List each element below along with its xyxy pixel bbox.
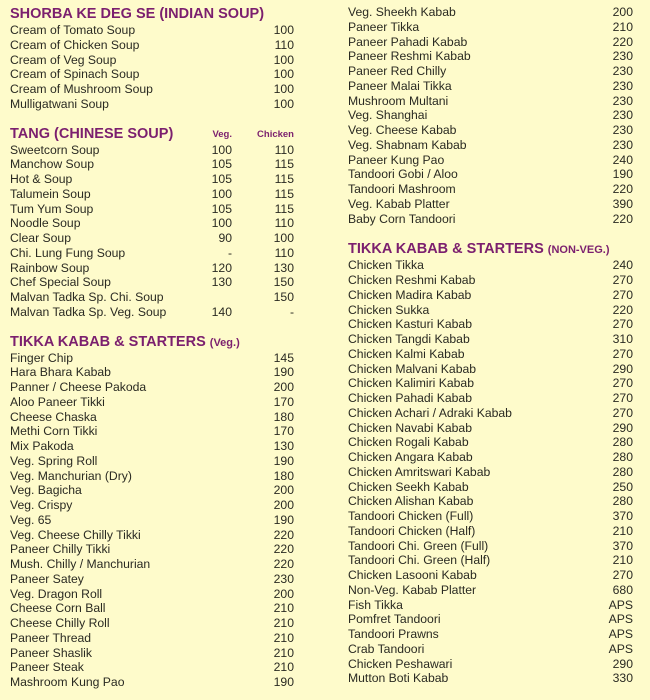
menu-item <box>10 601 294 616</box>
menu-item <box>10 305 294 320</box>
menu-item <box>10 395 294 410</box>
menu-item-name: Paneer Tikka <box>348 19 420 34</box>
menu-item <box>348 583 633 598</box>
veg-starters-list <box>10 351 294 690</box>
menu-item-name: Chicken Rogali Kabab <box>348 435 469 450</box>
section-title-suffix: (Veg.) <box>209 336 240 349</box>
menu-item-price-veg: 130 <box>211 275 232 290</box>
menu-item <box>348 627 633 642</box>
menu-item-name: Tandoori Mashroom <box>348 182 456 196</box>
menu-item-price: 210 <box>273 601 294 616</box>
menu-item <box>348 212 633 227</box>
menu-item-price: 280 <box>612 494 633 509</box>
menu-item-name: Non-Veg. Kabab Platter <box>348 582 477 597</box>
menu-item <box>348 509 633 524</box>
menu-item-price: 210 <box>273 645 294 660</box>
menu-item-price: 230 <box>612 49 633 64</box>
menu-item-price-chicken: 110 <box>274 245 294 260</box>
menu-item-price: 190 <box>273 453 294 468</box>
menu-item-price: 100 <box>273 82 294 96</box>
menu-item <box>10 23 294 38</box>
menu-item-name: Paneer Kung Pao <box>348 152 445 167</box>
menu-item-name: Chi. Lung Fung Soup <box>10 245 126 260</box>
menu-item-name: Noodle Soup <box>10 216 81 231</box>
menu-item-name: Chicken Kalmi Kabab <box>348 346 465 361</box>
menu-item-price-chicken: 150 <box>273 275 294 290</box>
left-column <box>10 5 294 690</box>
menu-item-name: Mush. Chilly / Manchurian <box>10 557 151 571</box>
menu-item-name: Veg. Spring Roll <box>10 453 98 468</box>
menu-item-name: Veg. Cheese Kabab <box>348 123 457 137</box>
menu-item <box>10 380 294 395</box>
menu-item-price: 240 <box>612 258 633 273</box>
menu-item <box>348 108 633 123</box>
menu-item <box>348 258 633 273</box>
menu-item <box>10 469 294 484</box>
menu-item-price: 145 <box>273 350 294 365</box>
menu-item <box>348 49 633 64</box>
menu-item <box>10 202 294 217</box>
menu-item <box>348 64 633 79</box>
menu-item-price-veg: 120 <box>211 260 232 275</box>
menu-item <box>348 376 633 391</box>
menu-item-price: 230 <box>612 108 633 123</box>
menu-item-name: Chicken Reshmi Kabab <box>348 273 476 287</box>
menu-item <box>10 513 294 528</box>
menu-item-price: 190 <box>273 675 294 689</box>
menu-item-price: 270 <box>612 376 633 391</box>
menu-item-price: 230 <box>612 93 633 108</box>
menu-item-name: Tum Yum Soup <box>10 201 94 216</box>
menu-item-name: Mulligatwani Soup <box>10 96 109 111</box>
menu-item-name: Chicken Malvani Kabab <box>348 361 477 376</box>
menu-item-price: 270 <box>612 287 633 302</box>
menu-item-price: 370 <box>612 509 633 523</box>
section-title-indian-soup <box>10 5 294 23</box>
menu-item-price-chicken: 110 <box>274 142 294 157</box>
menu-item <box>10 216 294 231</box>
menu-item-price: 390 <box>612 196 633 211</box>
menu-item <box>10 82 294 97</box>
menu-item-price-veg: - <box>227 245 232 260</box>
menu-item-price: 220 <box>273 542 294 557</box>
menu-item-name: Cream of Spinach Soup <box>10 67 140 82</box>
menu-item-price: 210 <box>612 523 633 538</box>
menu-item-name: Paneer Thread <box>10 630 92 645</box>
menu-item-price: 220 <box>612 302 633 317</box>
menu-item-price: 230 <box>612 137 633 152</box>
menu-item <box>348 167 633 182</box>
menu-item-name: Paneer Pahadi Kabab <box>348 34 468 49</box>
menu-item <box>10 587 294 602</box>
section-title-nonveg-starters <box>348 240 633 258</box>
menu-item <box>10 616 294 631</box>
menu-item-price: 200 <box>273 380 294 394</box>
menu-item-price: 180 <box>273 409 294 424</box>
menu-item <box>348 553 633 568</box>
menu-item-price: 290 <box>612 656 633 671</box>
menu-item-name: Cream of Mushroom Soup <box>10 82 153 96</box>
menu-item-price-chicken: 100 <box>273 231 294 245</box>
menu-item <box>10 410 294 425</box>
menu-item-name: Crab Tandoori <box>348 641 425 656</box>
menu-item-price-chicken: 115 <box>274 201 294 216</box>
menu-item-price: 330 <box>612 671 633 686</box>
indian-soup-list <box>10 23 294 112</box>
menu-item-name: Tandoori Prawns <box>348 627 439 641</box>
menu-item <box>10 351 294 366</box>
menu-item-price: 280 <box>612 435 633 450</box>
menu-item-name: Methi Corn Tikki <box>10 424 98 439</box>
menu-item-price: 680 <box>612 582 633 597</box>
veg-starters-continued-list <box>348 5 633 226</box>
menu-item-name: Chicken Madira Kabab <box>348 287 472 302</box>
menu-item-name: Veg. Crispy <box>10 498 73 512</box>
menu-item <box>348 20 633 35</box>
section-title-chinese-soup <box>10 125 294 143</box>
menu-item-name: Finger Chip <box>10 350 73 365</box>
menu-item <box>348 362 633 377</box>
menu-item-name: Veg. Bagicha <box>10 483 82 498</box>
menu-item-name: Veg. Shanghai <box>348 108 428 123</box>
menu-item-name: Veg. Manchurian (Dry) <box>10 468 132 483</box>
menu-item <box>348 524 633 539</box>
chinese-soup-list <box>10 143 294 320</box>
menu-item-price: 220 <box>612 182 633 196</box>
menu-item-name: Malvan Tadka Sp. Chi. Soup <box>10 290 164 304</box>
menu-item <box>10 528 294 543</box>
menu-item-name: Paneer Satey <box>10 571 84 586</box>
menu-item-name: Veg. Cheese Chilly Tikki <box>10 527 141 542</box>
menu-item-name: Paneer Chilly Tikki <box>10 542 111 557</box>
menu-item-name: Chef Special Soup <box>10 275 111 290</box>
menu-item-price: 210 <box>273 616 294 630</box>
menu-item-name: Manchow Soup <box>10 157 95 172</box>
menu-item-price: 210 <box>273 660 294 675</box>
menu-item-name: Tandoori Gobi / Aloo <box>348 167 458 182</box>
menu-item <box>10 97 294 112</box>
menu-item-price-chicken: 130 <box>273 260 294 275</box>
menu-item <box>10 557 294 572</box>
menu-item-name: Chicken Angara Kabab <box>348 450 473 464</box>
menu-item-price: 290 <box>612 361 633 376</box>
menu-item-name: Cream of Tomato Soup <box>10 23 136 37</box>
menu-item-name: Talumein Soup <box>10 186 91 201</box>
menu-item-price-chicken: 115 <box>274 186 294 201</box>
menu-item-name: Tandoori Chicken (Half) <box>348 523 476 538</box>
menu-item-price: 230 <box>612 64 633 78</box>
menu-item-name: Tandoori Chicken (Full) <box>348 509 474 523</box>
menu-item-name: Chicken Achari / Adraki Kabab <box>348 405 512 420</box>
menu-item-name: Mix Pakoda <box>10 439 74 453</box>
menu-item-name: Paneer Reshmi Kabab <box>348 49 471 64</box>
menu-item <box>348 406 633 421</box>
menu-item-price-chicken: 115 <box>274 157 294 172</box>
menu-item-price: 200 <box>612 5 633 19</box>
menu-item-price: APS <box>608 597 633 612</box>
menu-item-price: 220 <box>612 211 633 226</box>
menu-item-name: Panner / Cheese Pakoda <box>10 380 147 394</box>
menu-item <box>10 675 294 690</box>
menu-item-price: 270 <box>612 317 633 332</box>
menu-item <box>348 317 633 332</box>
menu-item-price: 190 <box>612 167 633 182</box>
menu-item-price: 250 <box>612 479 633 494</box>
menu-item-price: 220 <box>273 557 294 571</box>
menu-item-price-veg: 140 <box>211 304 232 319</box>
menu-item-price: 200 <box>273 498 294 512</box>
menu-item <box>348 421 633 436</box>
menu-item-name: Chicken Pahadi Kabab <box>348 391 472 405</box>
menu-item-name: Fish Tikka <box>348 597 403 612</box>
menu-item <box>348 35 633 50</box>
menu-item-name: Chicken Sukka <box>348 302 430 317</box>
menu-item-price-chicken: 115 <box>274 172 294 186</box>
menu-item <box>10 365 294 380</box>
menu-item <box>348 450 633 465</box>
menu-item-price: 190 <box>273 512 294 527</box>
menu-item <box>348 465 633 480</box>
menu-item-name: Chicken Peshawari <box>348 656 453 671</box>
menu-item <box>348 671 633 686</box>
menu-item-price-chicken: 150 <box>273 290 294 304</box>
menu-item <box>10 261 294 276</box>
menu-item-name: Veg. Sheekh Kabab <box>348 5 456 19</box>
menu-item-price-veg: 105 <box>211 201 232 216</box>
menu-item-name: Cream of Chicken Soup <box>10 37 140 52</box>
column-header-chicken: Chicken <box>257 128 294 140</box>
menu-item-price: 130 <box>273 439 294 453</box>
menu-item-name: Mutton Boti Kabab <box>348 671 449 686</box>
menu-item-name: Tandoori Chi. Green (Full) <box>348 538 489 553</box>
menu-item-price-veg: 100 <box>211 142 232 157</box>
menu-item-name: Cheese Corn Ball <box>10 601 106 616</box>
section-title-text: TANG (CHINESE SOUP) <box>10 125 174 142</box>
menu-item <box>348 288 633 303</box>
menu-item <box>10 53 294 68</box>
menu-item-price: APS <box>608 612 633 627</box>
menu-item <box>10 246 294 261</box>
menu-item <box>10 290 294 305</box>
menu-item-price: 270 <box>612 273 633 287</box>
menu-item-price: 180 <box>273 468 294 483</box>
menu-item-name: Baby Corn Tandoori <box>348 211 456 226</box>
menu-item-name: Tandoori Chi. Green (Half) <box>348 553 491 568</box>
menu-item-name: Veg. Dragon Roll <box>10 586 103 601</box>
menu-item-name: Chicken Kasturi Kabab <box>348 317 472 332</box>
menu-item <box>348 123 633 138</box>
menu-item <box>10 483 294 498</box>
menu-item <box>10 498 294 513</box>
menu-item <box>10 143 294 158</box>
menu-item <box>348 539 633 554</box>
menu-item <box>348 435 633 450</box>
menu-item-name: Chicken Tikka <box>348 258 424 273</box>
menu-item <box>348 273 633 288</box>
menu-item-price: APS <box>608 627 633 641</box>
menu-item <box>348 391 633 406</box>
menu-item <box>348 153 633 168</box>
menu-item <box>10 424 294 439</box>
menu-item-price: 290 <box>612 420 633 435</box>
menu-item-price: 210 <box>612 553 633 568</box>
menu-item-name: Cheese Chaska <box>10 409 97 424</box>
menu-item <box>10 231 294 246</box>
menu-item-price-chicken: 110 <box>274 216 294 231</box>
menu-item-price-veg: 90 <box>218 231 232 245</box>
menu-item-price: 100 <box>273 96 294 111</box>
menu-item-price: 110 <box>274 37 294 52</box>
menu-item-price: 280 <box>612 464 633 479</box>
menu-item-price: 210 <box>612 19 633 34</box>
menu-item-price: 220 <box>273 527 294 542</box>
section-title-text: TIKKA KABAB & STARTERS <box>10 333 206 350</box>
menu-item <box>348 182 633 197</box>
menu-item-price: 370 <box>612 538 633 553</box>
menu-item-price: 220 <box>612 34 633 49</box>
menu-item <box>10 660 294 675</box>
menu-item-name: Chicken Amritswari Kabab <box>348 464 491 479</box>
menu-item-price: 270 <box>612 346 633 361</box>
menu-item-name: Clear Soup <box>10 231 71 245</box>
menu-item-price: 230 <box>612 78 633 93</box>
menu-item-name: Mashroom Kung Pao <box>10 675 125 689</box>
menu-item-name: Veg. Shabnam Kabab <box>348 137 467 152</box>
menu-item-name: Chicken Navabi Kabab <box>348 420 472 435</box>
menu-item-price-veg: 105 <box>211 157 232 172</box>
menu-item-name: Chicken Lasooni Kabab <box>348 568 477 582</box>
menu-item <box>10 542 294 557</box>
menu-item <box>348 568 633 583</box>
menu-item-name: Aloo Paneer Tikki <box>10 394 105 409</box>
menu-item-price: 230 <box>612 123 633 137</box>
menu-item <box>348 79 633 94</box>
menu-item-name: Malvan Tadka Sp. Veg. Soup <box>10 304 167 319</box>
menu-item-price: 270 <box>612 391 633 405</box>
menu-item-price: 100 <box>273 67 294 82</box>
menu-item-price-veg: 100 <box>211 216 232 231</box>
menu-item-name: Veg. 65 <box>10 512 52 527</box>
right-column <box>348 5 633 686</box>
menu-item <box>348 332 633 347</box>
menu-item-name: Hara Bhara Kabab <box>10 365 111 380</box>
menu-item-name: Chicken Seekh Kabab <box>348 479 469 494</box>
menu-item <box>10 631 294 646</box>
section-title-text: SHORBA KE DEG SE (INDIAN SOUP) <box>10 6 265 22</box>
menu-item-price: 100 <box>273 52 294 67</box>
menu-item <box>348 598 633 613</box>
menu-item-name: Chicken Kalimiri Kabab <box>348 376 474 391</box>
menu-item <box>10 439 294 454</box>
menu-item-name: Sweetcorn Soup <box>10 142 100 157</box>
menu-item <box>348 494 633 509</box>
menu-item <box>348 5 633 20</box>
menu-item-name: Chicken Alishan Kabab <box>348 494 474 509</box>
menu-item <box>10 38 294 53</box>
menu-item-price-chicken: - <box>289 304 294 319</box>
menu-item-price: 200 <box>273 586 294 601</box>
menu-item <box>10 172 294 187</box>
section-title-veg-starters <box>10 333 294 351</box>
menu-item <box>348 138 633 153</box>
menu-item-price: 240 <box>612 152 633 167</box>
menu-item <box>10 646 294 661</box>
menu-item <box>348 612 633 627</box>
column-header-veg: Veg. <box>212 128 232 140</box>
menu-item-price-veg: 105 <box>211 172 232 186</box>
menu-item-name: Chicken Tangdi Kabab <box>348 332 470 346</box>
menu-item-price: 100 <box>273 23 294 37</box>
menu-item-price: 170 <box>273 394 294 409</box>
menu-item-name: Veg. Kabab Platter <box>348 196 450 211</box>
menu-item-price: APS <box>608 641 633 656</box>
menu-item-name: Hot & Soup <box>10 172 73 186</box>
menu-item-name: Paneer Shaslik <box>10 645 92 660</box>
menu-item-price: 270 <box>612 568 633 582</box>
menu-item-name: Paneer Red Chilly <box>348 64 447 78</box>
menu-item-price: 230 <box>273 571 294 586</box>
menu-item-price: 310 <box>612 332 633 346</box>
menu-item <box>348 642 633 657</box>
menu-item-price: 170 <box>273 424 294 439</box>
menu-item <box>10 572 294 587</box>
menu-item <box>348 197 633 212</box>
menu-item-name: Cheese Chilly Roll <box>10 616 110 630</box>
menu-item-name: Rainbow Soup <box>10 260 90 275</box>
nonveg-starters-list <box>348 258 633 686</box>
menu-item-price: 200 <box>273 483 294 498</box>
section-title-text: TIKKA KABAB & STARTERS <box>348 241 544 258</box>
menu-item-price-veg: 100 <box>211 186 232 201</box>
menu-item <box>10 275 294 290</box>
menu-item-price: 210 <box>273 630 294 645</box>
menu-item <box>10 157 294 172</box>
menu-item-price: 270 <box>612 405 633 420</box>
menu-item <box>10 67 294 82</box>
section-title-suffix: (NON-VEG.) <box>547 244 610 257</box>
menu-item-price: 280 <box>612 450 633 464</box>
menu-item-name: Paneer Malai Tikka <box>348 78 452 93</box>
menu-item <box>348 657 633 672</box>
menu-item <box>348 94 633 109</box>
menu-item-name: Pomfret Tandoori <box>348 612 441 627</box>
menu-item <box>348 347 633 362</box>
menu-item-name: Cream of Veg Soup <box>10 52 117 67</box>
menu-item-price: 190 <box>273 365 294 380</box>
menu-item <box>10 187 294 202</box>
menu-item-name: Paneer Steak <box>10 660 84 675</box>
menu-item <box>348 480 633 495</box>
menu-item-name: Mushroom Multani <box>348 93 449 108</box>
menu-item <box>348 303 633 318</box>
menu-item <box>10 454 294 469</box>
